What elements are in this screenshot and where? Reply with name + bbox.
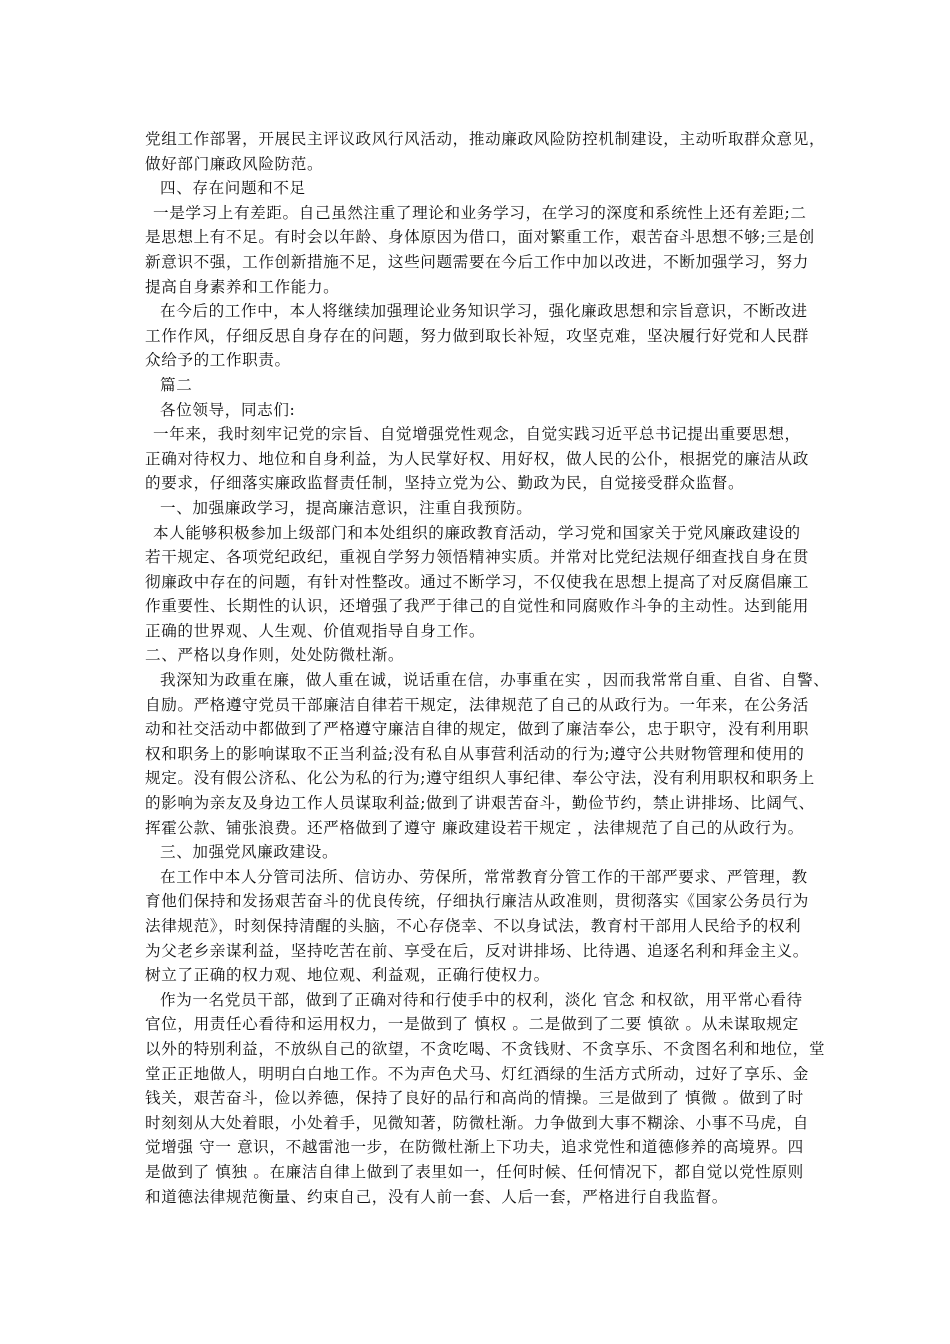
text-line: 众给予的工作职责。: [145, 351, 291, 370]
text-line: 若干规定、各项党纪政纪，重视自学努力领悟精神实质。并常对比党纪法规仔细查找自身在贯: [145, 548, 809, 567]
text-line: 提高自身素养和工作能力。: [145, 277, 340, 296]
text-line: 在工作中本人分管司法所、信访办、劳保所，常常教育分管工作的干部严要求、严管理，教: [160, 867, 808, 886]
salutation: 各位领导，同志们:: [160, 400, 296, 419]
section-heading: 二、严格以身作则，处处防微杜渐。: [145, 646, 405, 665]
section-heading: 三、加强党风廉政建设。: [160, 843, 339, 862]
text-line: 一是学习上有差距。自己虽然注重了理论和业务学习，在学习的深度和系统性上还有差距;二: [153, 203, 807, 222]
text-line: 时刻刻从大处着眼，小处着手，见微知著，防微杜渐。力争做到大事不糊涂、小事不马虎，自: [145, 1113, 809, 1132]
text-line: 工作作风，仔细反思自身存在的问题，努力做到取长补短，攻坚克难，坚决履行好党和人民群: [145, 326, 809, 345]
text-line: 挥霍公款、铺张浪费。还严格做到了遵守 廉政建设若干规定 ，法律规范了自己的从政行为。: [145, 818, 804, 837]
section-heading: 四、存在问题和不足: [160, 179, 306, 198]
text-line: 彻廉政中存在的问题，有针对性整改。通过不断学习，不仅使我在思想上提高了对反腐倡廉工: [145, 572, 809, 591]
text-line: 本人能够积极参加上级部门和本处组织的廉政教育活动，学习党和国家关于党风廉政建设的: [153, 523, 801, 542]
text-line: 钱关，艰苦奋斗，俭以养德，保持了良好的品行和高尚的情操。三是做到了 慎微 。做到了时: [145, 1089, 804, 1108]
text-line: 是思想上有不足。有时会以年龄、身体原因为借口，面对繁重工作，艰苦奋斗思想不够;三是创: [145, 228, 815, 247]
document-body: [145, 127, 830, 1209]
text-line: 育他们保持和发扬艰苦奋斗的优良传统，仔细执行廉洁从政准则，贯彻落实《国家公务员行为: [145, 892, 809, 911]
text-line: 动和社交活动中都做到了严格遵守廉洁自律的规定，做到了廉洁奉公，忠于职守，没有利用职: [145, 720, 809, 739]
text-line: 为父老乡亲谋利益，坚持吃苦在前、享受在后，反对讲排场、比待遇、追逐名利和拜金主义。: [145, 941, 809, 960]
part-heading: 篇二: [160, 375, 193, 394]
text-line: 做好部门廉政风险防范。: [145, 154, 324, 173]
text-line: 和道德法律规范衡量、约束自己，没有人前一套、人后一套，严格进行自我监督。: [145, 1187, 728, 1206]
text-line: 权和职务上的影响谋取不正当利益;没有私自从事营利活动的行为;遵守公共财物管理和使用的: [145, 744, 805, 763]
text-line: 的影响为亲友及身边工作人员谋取利益;做到了讲艰苦奋斗，勤俭节约，禁止讲排场、比阔气、: [145, 794, 815, 813]
text-line: 法律规范》，时刻保持清醒的头脑，不心存侥幸、不以身试法，教育村干部用人民给予的权利: [145, 917, 802, 935]
text-line: 党组工作部署，开展民主评议政风行风活动，推动廉政风险防控机制建设，主动听取群众意见，: [145, 130, 826, 148]
section-heading: 一、加强廉政学习，提高廉洁意识，注重自我预防。: [160, 498, 533, 517]
text-line: 堂正正地做人，明明白白地工作。不为声色犬马、灯红酒绿的生活方式所动，过好了享乐、金: [145, 1064, 809, 1083]
text-line: 一年来，我时刻牢记党的宗旨、自觉增强党性观念，自觉实践习近平总书记提出重要思想，: [153, 425, 801, 444]
text-line: 自励。严格遵守党员干部廉洁自律若干规定，法律规范了自己的从政行为。一年来，在公务活: [145, 695, 809, 714]
text-line: 作为一名党员干部，做到了正确对待和行使手中的权利，淡化 官念 和权欲，用平常心看待: [160, 990, 803, 1009]
text-line: 作重要性、长期性的认识，还增强了我严于律己的自觉性和同腐败作斗争的主动性。达到能用: [145, 597, 809, 616]
text-line: 是做到了 慎独 。在廉洁自律上做到了表里如一，任何时候、任何情况下，都自觉以党性原则: [145, 1162, 804, 1181]
text-line: 的要求，仔细落实廉政监督责任制，坚持立党为公、勤政为民，自觉接受群众监督。: [145, 474, 745, 493]
text-line: 我深知为政重在廉，做人重在诚，说话重在信，办事重在实 ，因而我常常自重、自省、自警、: [160, 671, 830, 690]
text-line: 官位，用责任心看待和运用权力，一是做到了 慎权 。二是做到了二要 慎欲 。从未谋取规定: [145, 1015, 799, 1034]
text-line: 新意识不强，工作创新措施不足，这些问题需要在今后工作中加以改进，不断加强学习，努力: [145, 252, 809, 271]
text-line: 规定。没有假公济私、化公为私的行为;遵守组织人事纪律、奉公守法，没有利用职权和职务上: [145, 769, 815, 788]
text-line: 正确的世界观、人生观、价值观指导自身工作。: [145, 621, 486, 640]
text-line: 树立了正确的权力观、地位观、利益观，正确行使权力。: [145, 966, 550, 985]
text-line: 觉增强 守一 意识，不越雷池一步，在防微杜渐上下功夫，追求党性和道德修养的高境界。四: [145, 1138, 804, 1157]
text-line: 在今后的工作中，本人将继续加强理论业务知识学习，强化廉政思想和宗旨意识，不断改进: [160, 302, 808, 321]
text-line: 正确对待权力、地位和自身利益，为人民掌好权、用好权，做人民的公仆，根据党的廉洁从政: [145, 449, 809, 468]
text-line: 以外的特别利益，不放纵自己的欲望，不贪吃喝、不贪钱财、不贪享乐、不贪图名利和地位，堂: [145, 1039, 826, 1058]
